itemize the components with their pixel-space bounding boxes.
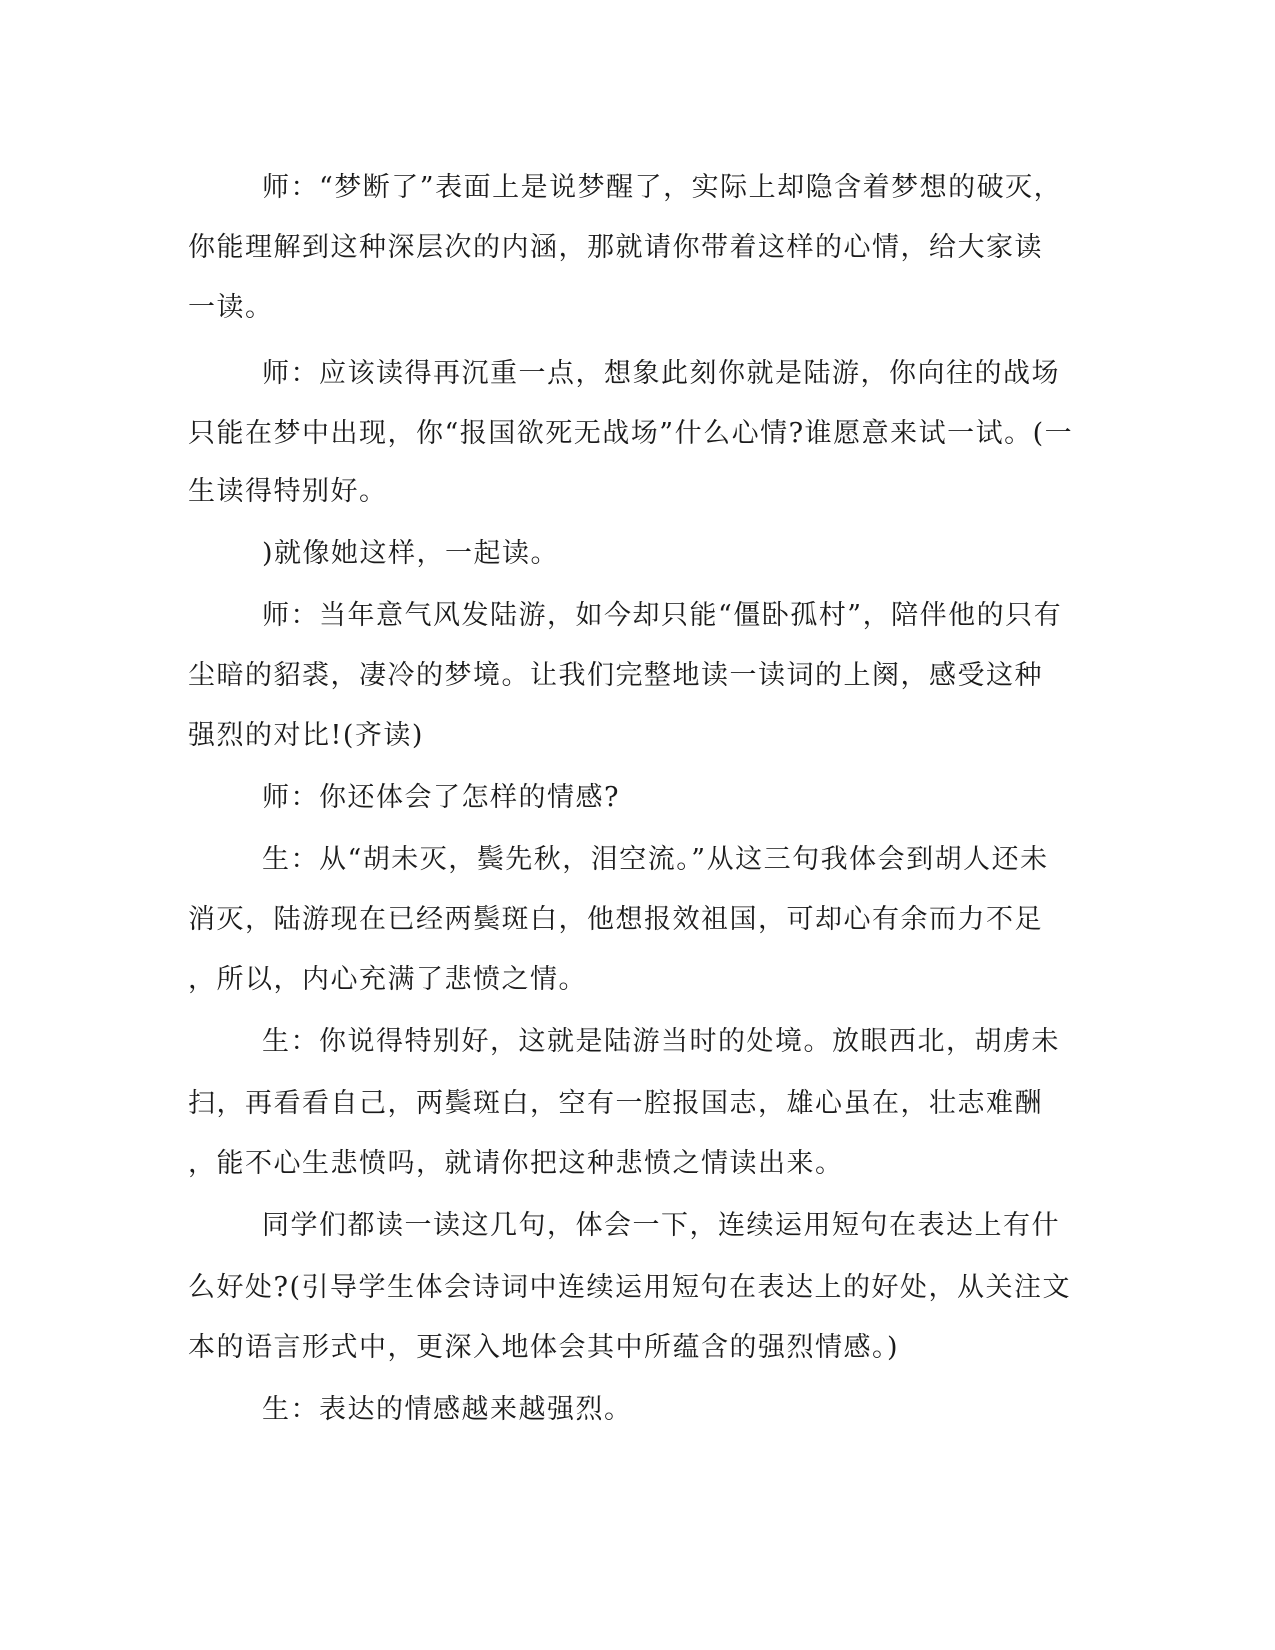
text-line: ，能不心生悲愤吗，就请你把这种悲愤之情读出来。 (188, 1148, 844, 1179)
text-line: 扫，再看看自己，两鬓斑白，空有一腔报国志，雄心虽在，壮志难酬 (188, 1088, 1043, 1119)
text-line: 师：你还体会了怎样的情感? (262, 782, 620, 813)
text-line: 尘暗的貂裘，凄冷的梦境。让我们完整地读一读词的上阕，感受这种 (188, 660, 1043, 691)
text-line: 么好处?(引导学生体会诗词中连续运用短句在表达上的好处，从关注文 (188, 1272, 1072, 1303)
text-line: 你能理解到这种深层次的内涵，那就请你带着这样的心情，给大家读 (188, 232, 1043, 263)
text-line: 强烈的对比!(齐读) (188, 720, 424, 751)
text-line: 师：应该读得再沉重一点，想象此刻你就是陆游，你向往的战场 (262, 358, 1060, 389)
text-line: 只能在梦中出现，你“报国欲死无战场”什么心情?谁愿意来试一试。(一 (188, 418, 1074, 449)
text-line: ，所以，内心充满了悲愤之情。 (188, 964, 587, 995)
text-line: 生：表达的情感越来越强烈。 (262, 1394, 633, 1425)
text-line: 师：当年意气风发陆游，如今却只能“僵卧孤村”，陪伴他的只有 (262, 600, 1063, 631)
text-line: )就像她这样，一起读。 (262, 538, 560, 569)
text-line: 生读得特别好。 (188, 476, 388, 507)
text-line: 生：从“胡未灭，鬓先秋，泪空流。”从这三句我体会到胡人还未 (262, 844, 1049, 875)
text-line: 师：“梦断了”表面上是说梦醒了，实际上却隐含着梦想的破灭， (262, 172, 1063, 203)
text-line: 消灭，陆游现在已经两鬓斑白，他想报效祖国，可却心有余而力不足 (188, 904, 1043, 935)
text-line: 生：你说得特别好，这就是陆游当时的处境。放眼西北，胡虏未 (262, 1026, 1060, 1057)
text-line: 本的语言形式中，更深入地体会其中所蕴含的强烈情感。) (188, 1332, 900, 1363)
text-line: 同学们都读一读这几句，体会一下，连续运用短句在表达上有什 (262, 1210, 1060, 1241)
text-line: 一读。 (188, 292, 274, 323)
